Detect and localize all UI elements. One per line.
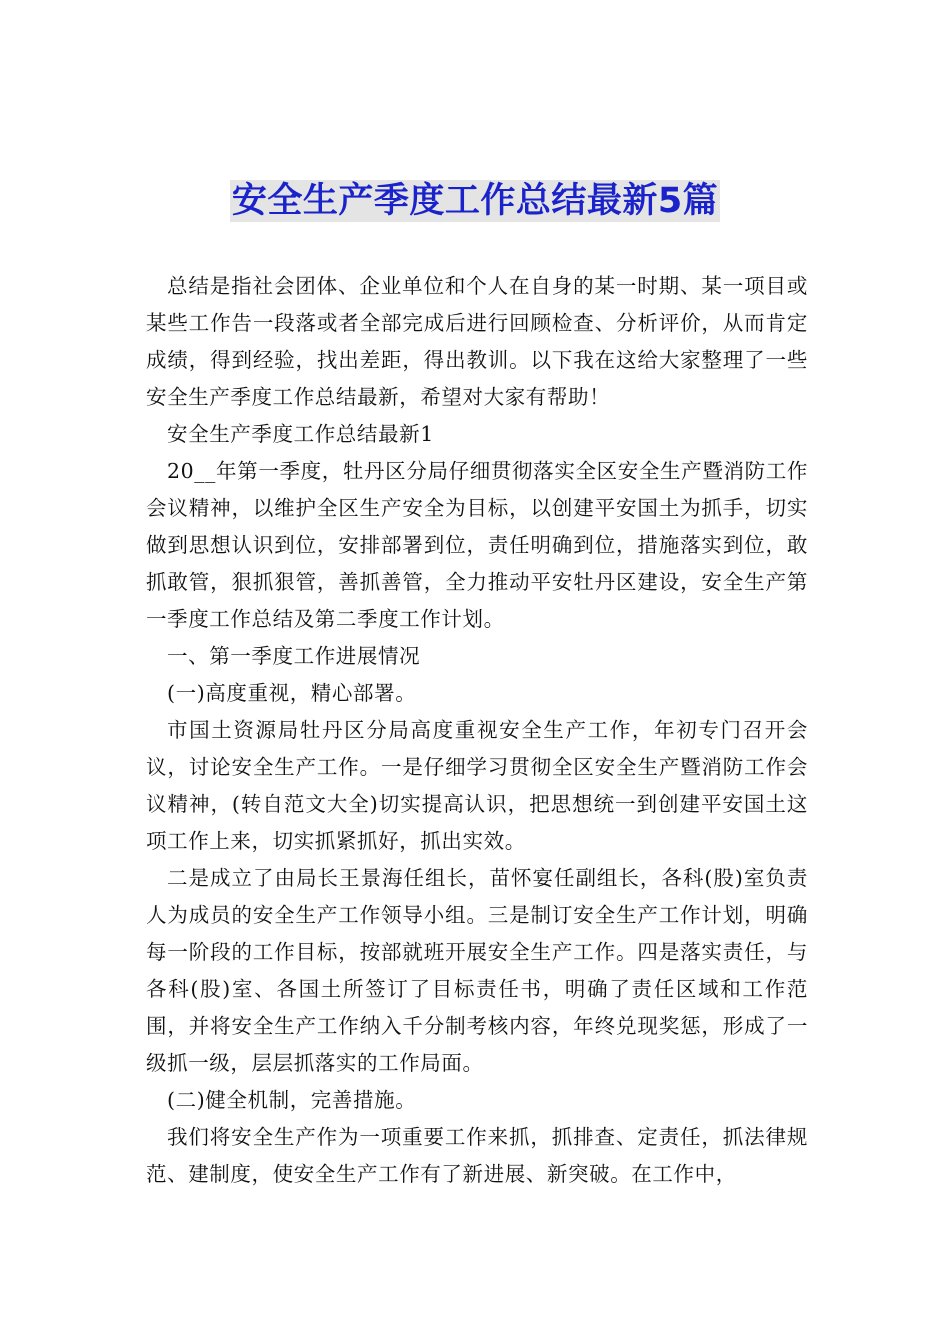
intro-paragraph: 总结是指社会团体、企业单位和个人在自身的某一时期、某一项目或某些工作告一段落或者全部完成后进行回顾检查、分析评价，从而肯定成绩，得到经验，找出差距，得出教训。以下我在这给大家整理了一些安全生产季度工作总结最新，希望对大家有帮助！ [146, 274, 808, 409]
document-title: 安全生产季度工作总结最新5篇 [231, 181, 719, 221]
title-container [0, 180, 950, 222]
body-paragraph: 二是成立了由局长王景海任组长，苗怀宴任副组长，各科(股)室负责人为成员的安全生产工作领导小组。三是制订安全生产工作计划，明确每一阶段的工作目标，按部就班开展安全生产工作。四是落实责任，与各科(股)室、各国土所签订了目标责任书，明确了责任区域和工作范围，并将安全生产工作纳入千分制考核内容，年终兑现奖惩，形成了一级抓一级，层层抓落实的工作局面。 [146, 866, 808, 1075]
body-paragraph: 市国土资源局牡丹区分局高度重视安全生产工作，年初专门召开会议，讨论安全生产工作。一是仔细学习贯彻全区安全生产暨消防工作会议精神，(转自范文大全)切实提高认识，把思想统一到创建平安国土这项工作上来，切实抓紧抓好，抓出实效。 [146, 718, 808, 853]
body-paragraph: 我们将安全生产作为一项重要工作来抓，抓排查、定责任，抓法律规范、建制度，使安全生产工作有了新进展、新突破。在工作中， [146, 1125, 808, 1186]
section-heading-1: 安全生产季度工作总结最新1 [167, 422, 434, 446]
body-paragraph: 20__年第一季度，牡丹区分局仔细贯彻落实全区安全生产暨消防工作会议精神，以维护全区生产安全为目标，以创建平安国土为抓手，切实做到思想认识到位，安排部署到位，责任明确到位，措施落实到位，敢抓敢管，狠抓狠管，善抓善管，全力推动平安牡丹区建设，安全生产第一季度工作总结及第二季度工作计划。 [146, 459, 808, 631]
subsection-heading: 一、第一季度工作进展情况 [167, 644, 421, 668]
item-heading-1: (一)高度重视，精心部署。 [167, 681, 417, 705]
item-heading-2: (二)健全机制，完善措施。 [167, 1088, 417, 1112]
document-body [146, 268, 808, 1193]
